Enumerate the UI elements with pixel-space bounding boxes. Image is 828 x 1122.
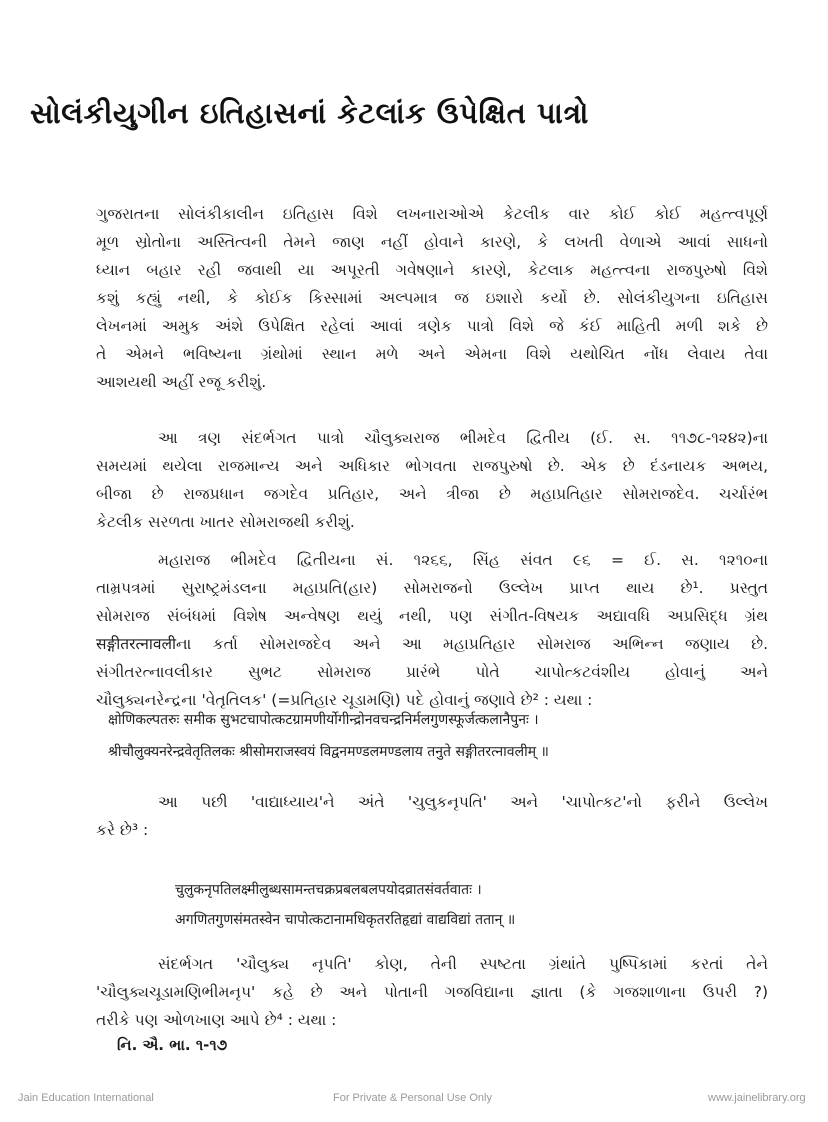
text-line: સોમરાજ સંબંધમાં વિશેષ અન્વેષણ થયું નથી, પણ સંગીત-વિષયક અદ્યાવધિ અપ્રસિદ્ધ ગ્રંથ	[96, 607, 768, 625]
text-line: સંદર્ભગત 'ચૌલુક્ય નૃપતિ' કોણ, તેની સ્પષ્ટતા ગ્રંથાંતે પુષ્પિકામાં કરતાં તેને	[158, 955, 768, 973]
text-line: આ પછી 'વાદ્યાધ્યાય'ને અંતે 'ચુલુકનૃપતિ' અને 'ચાપોત્કટ'નો ફરીને ઉલ્લેખ	[158, 793, 768, 811]
text-line: 'ચૌલુક્યચૂડામણિભીમનૃપ' કહે છે અને પોતાની ગજવિદ્યાના જ્ઞાતા (કે ગજશાળાના ઉપરી ?)	[96, 983, 768, 1001]
paragraph-5	[96, 950, 768, 1034]
verse-1-line-2: श्रीचौलुक्यनरेन्द्रवेतृतिलकः श्रीसोमराजस्वयं विद्वनमण्डलमण्डलाय तनुते सङ्गीतरत्नावलीम् ॥	[108, 744, 549, 760]
text-line: બીજા છે રાજપ્રધાન જગદેવ પ્રતિહાર, અને ત્રીજા છે મહાપ્રતિહાર સોમરાજદેવ. ચર્ચારંભ	[96, 485, 768, 503]
verse-2-line-1: चुलुकनृपतिलक्ष्मीलुब्धसामन्तचक्रप्रबलबलपयोदव्रातसंवर्तवातः ।	[175, 882, 482, 898]
text-line: મૂળ સ્રોતોના અસ્તિત્વની તેમને જાણ નહીં હોવાને કારણે, કે લખતી વેળાએ આવાં સાધનો	[96, 233, 768, 251]
text-line: આ ત્રણ સંદર્ભગત પાત્રો ચૌલુક્યરાજ ભીમદેવ દ્વિતીય (ઈ. સ. ૧૧૭૮-૧૨૪૨)ના	[158, 429, 768, 447]
paragraph-1	[96, 200, 768, 396]
text-line: આશયથી અહીં રજૂ કરીશું.	[96, 373, 267, 391]
footer-usage-note: For Private & Personal Use Only	[333, 1092, 492, 1104]
text-line: સંગીતરત્નાવલીકાર સુભટ સોમરાજ પ્રારંભે પોતે ચાપોત્કટવંશીય હોવાનું અને	[96, 663, 768, 681]
text-line: કેટલીક સરળતા ખાતર સોમરાજથી કરીશું.	[96, 513, 355, 531]
text-line: તે એમને ભવિષ્યના ગ્રંથોમાં સ્થાન મળે અને એમના વિશે યથોચિત નોંધ લેવાય તેવા	[96, 345, 768, 363]
text-line: કશું કહ્યું નથી, કે કોઈક કિસ્સામાં અલ્પમાત્ર જ ઇશારો કર્યો છે. સોલંકીયુગના ઇતિહાસ	[96, 289, 768, 307]
footer-publisher: Jain Education International	[18, 1092, 154, 1104]
text-line: કરે છે³ :	[96, 821, 149, 839]
verse-2-line-2: अगणितगुणसंमतस्वेन चापोत्कटानामधिकृतरतिहृद्यां वाद्यविद्यां ततान् ॥	[175, 912, 516, 928]
paragraph-2	[96, 424, 768, 536]
text-line: ધ્યાન બહાર રહી જવાથી યા અપૂરતી ગવેષણાને કારણે, કેટલાક મહત્ત્વના રાજપુરુષો વિશે	[96, 261, 768, 279]
text-line: सङ्गीतरत्नावलीના કર્તા સોમરાજદેવ અને આ મહાપ્રતિહાર સોમરાજ અભિન્ન જણાય છે.	[96, 635, 768, 653]
text-line: લેખનમાં અમુક અંશે ઉપેક્ષિત રહેલાં આવાં ત્રણેક પાત્રો વિશે જે કંઈ માહિતી મળી શકે છે	[96, 317, 768, 335]
text-line: ગુજરાતના સોલંકીકાલીન ઇતિહાસ વિશે લખનારાઓએ કેટલીક વાર કોઈ કોઈ મહત્ત્વપૂર્ણ	[96, 205, 768, 223]
verse-1-line-1: क्षोणिकल्पतरुः समीक सुभटचापोत्कटग्रामणीर्योगीन्द्रोनवचन्द्रनिर्मलगुणस्फूर्जत्कलानैपुनः ।	[108, 712, 539, 728]
footer-website-link[interactable]: www.jainelibrary.org	[708, 1092, 806, 1104]
text-line: ચૌલુક્યનરેન્દ્રના 'વેતૃતિલક' (=પ્રતિહાર ચૂડામણિ) પદે હોવાનું જણાવે છે² : યથા :	[96, 691, 593, 709]
text-line: તરીકે પણ ઓળખાણ આપે છે⁴ : યથા :	[96, 1011, 337, 1029]
text-line: તામ્રપત્રમાં સુરાષ્ટ્રમંડલના મહાપ્રતિ(હાર) સોમરાજનો ઉલ્લેખ પ્રાપ્ત થાય છે¹. પ્રસ્તુત	[96, 579, 768, 597]
text-line: મહારાજ ભીમદેવ દ્વિતીયના સં. ૧૨૬૬, સિંહ સંવત ૯૬ = ઈ. સ. ૧૨૧૦ના	[158, 551, 768, 569]
page-title: સોલંકીયુગીન ઇતિહાસનાં કેટલાંક ઉપેક્ષિત પાત્રો	[30, 96, 589, 130]
footnote-reference: નિ. ઐ. ભા. ૧-૧૭	[117, 1036, 228, 1054]
paragraph-3	[96, 546, 768, 714]
paragraph-4	[96, 788, 768, 844]
text-line: સમયમાં થયેલા રાજમાન્ય અને અધિકાર ભોગવતા રાજપુરુષો છે. એક છે દંડનાયક અભય,	[96, 457, 768, 475]
